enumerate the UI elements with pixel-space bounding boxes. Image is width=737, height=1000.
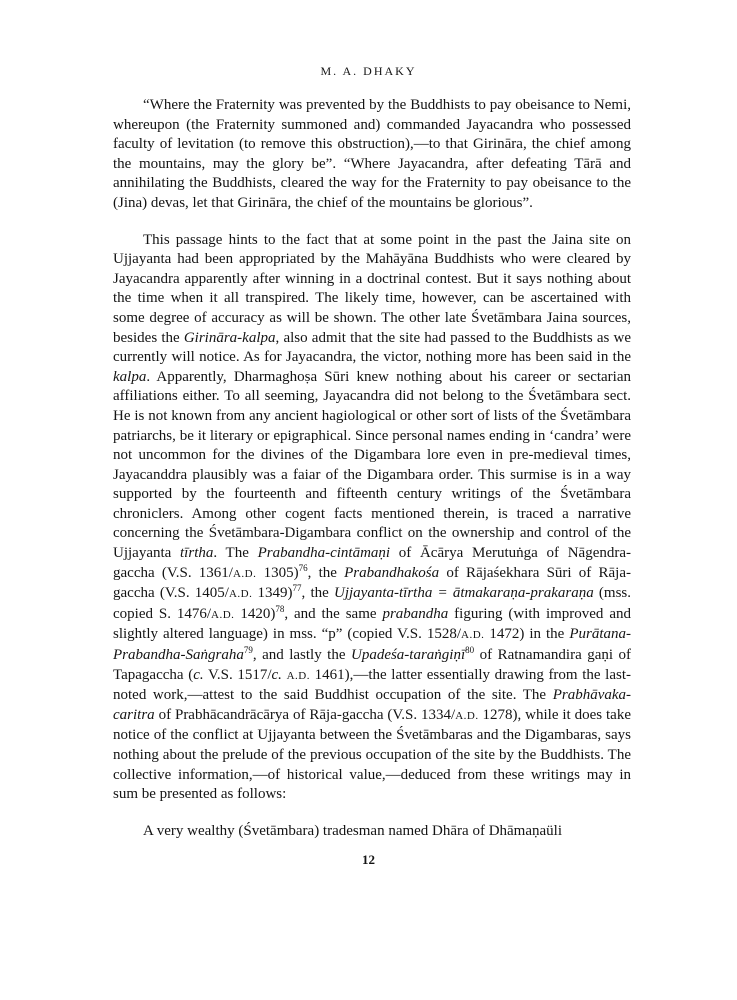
- italic-title: Purātana-Prabandha-Saṅgraha: [113, 626, 631, 664]
- text-run: V.S. 1517/: [203, 666, 272, 683]
- footnote-marker: 77: [292, 583, 302, 594]
- footnote-marker: 78: [275, 603, 285, 614]
- body-text: [113, 96, 631, 841]
- era-abbreviation: A.D.: [211, 608, 235, 621]
- text-run: of Prabhācandrācārya of Rāja-gaccha (V.S. 1334/: [154, 706, 456, 723]
- text-run: 1278), while it does take notice of the conflict at Ujjayanta between the Śvetāmbaras and the Digambaras, says nothing about the prelude of the previous occupation of the site by the Buddhists. The collective information,—of historical value,—deduced from these writings may in sum be presented as follows:: [113, 706, 631, 803]
- page-number: 12: [362, 852, 375, 867]
- paragraph-quotation: “Where the Fraternity was prevented by the Buddhists to pay obeisance to Nemi, whereupon (the Fraternity summoned and) commanded Jayacandra who possessed faculty of levitation (to remove this obstruction),—to that Girināra, the chief among the mountains, may the glory be”. “Where Jayacandra, after defeating Tārā and annihilating the Buddhists, cleared the way for the Fraternity to pay obeisance to the (Jina) devas, let that Girināra, the chief of the mountains be glorious”.: [113, 97, 631, 211]
- footnote-marker: 80: [465, 645, 475, 656]
- italic-title: Girināra-kalpa: [183, 329, 276, 346]
- text-run: . Apparently, Dharmaghoṣa Sūri knew nothing about his career or sectarian affiliations either. To all seeming, Jayacandra did not belong to the Śvetāmbara sect. He is not known from any ancient hagiological or other sort of lists of the Śvetāmbara patriarchs, be it literary or epigraphical. Since personal names ending in ‘candra’ were not uncommon for the divines of the Digambara lore even in pre-medieval times, Jayacanddra plausibly was a faiar of the Digambara order. This surmise is in a way supported by the fourteenth and fifteenth century writings of the Śvetāmbara chroniclers. Among other cogent facts mentioned therein, is traced a narrative concerning the Śvetāmbara-Digambara conflict on the ownership and control of the Ujjayanta: [113, 368, 631, 562]
- text-run: 1420): [234, 605, 276, 622]
- italic-title: Prabhāvaka-caritra: [113, 687, 631, 723]
- era-abbreviation: A.D.: [461, 629, 485, 642]
- text-run: (mss. copied S. 1476/: [113, 585, 631, 622]
- text-run: figuring (with improved and slightly altered language) in mss. “p” (copied V.S. 1528/: [113, 605, 631, 643]
- italic-term: tīrtha: [180, 545, 214, 562]
- paragraph-analysis: [113, 231, 631, 805]
- italic-term: prabandha: [382, 605, 449, 622]
- text-run: , the: [301, 585, 335, 602]
- text-run: 1349): [252, 585, 293, 602]
- italic-term: kalpa: [113, 368, 147, 385]
- italic-title: Upadeśa-taraṅgiṇī: [350, 647, 466, 664]
- era-abbreviation: A.D.: [232, 567, 257, 580]
- text-run: , and the same: [284, 605, 383, 622]
- text-run: 1472) in the: [484, 626, 570, 643]
- text-run: , also admit that the site had passed to the Buddhists as we currently will notice. As for Jayacandra, the victor, nothing more has been said in the: [113, 329, 631, 366]
- era-abbreviation: A.D.: [455, 709, 479, 722]
- running-head: M. A. DHAKY: [320, 64, 417, 78]
- text-run: , and lastly the: [252, 647, 351, 664]
- text-run: of Rājaśekhara Sūri of Rāja-gaccha (V.S. 1405/: [113, 564, 631, 602]
- text-run: This passage hints to the fact that at some point in the past the Jaina site on Ujjayanta had been appropriated by the Mahāyāna Buddhists who were cleared by Jayacandra apparently after winning in a doctrinal contest. But it says nothing about the time when it all transpired. The likely time, however, can be ascertained with some degree of accuracy as will be shown. The other late Śvetāmbara Jaina sources, besides the: [113, 231, 631, 346]
- text-run: of Ratnamandira gaṇi of Tapagaccha (: [113, 647, 632, 683]
- italic-title: Prabandha-cintāmaṇi: [257, 545, 391, 562]
- italic-circa: c.: [271, 666, 282, 683]
- text-run: . The: [213, 545, 258, 562]
- italic-title: Prabandhakośa: [344, 564, 440, 581]
- text-run: of Ācārya Merutuṅga of Nāgendra-gaccha (V.S. 1361/: [113, 545, 631, 581]
- text-run: , the: [307, 564, 345, 581]
- text-run: 1461),—the latter essentially drawing from the last-noted work,—attest to the said Buddhist occupation of the site. The: [113, 666, 632, 704]
- paragraph-narrative-start: A very wealthy (Śvetāmbara) tradesman named Dhāra of Dhāmaṇaüli: [143, 822, 563, 839]
- text-run: 1305): [256, 564, 299, 581]
- era-abbreviation: A.D.: [286, 669, 310, 682]
- footnote-marker: 76: [298, 562, 308, 573]
- footnote-marker: 79: [243, 645, 253, 656]
- era-abbreviation: A.D.: [228, 588, 253, 601]
- italic-title: Ujjayanta-tīrtha = ātmakaraṇa-prakaraṇa: [334, 585, 594, 602]
- italic-circa: c.: [193, 666, 204, 683]
